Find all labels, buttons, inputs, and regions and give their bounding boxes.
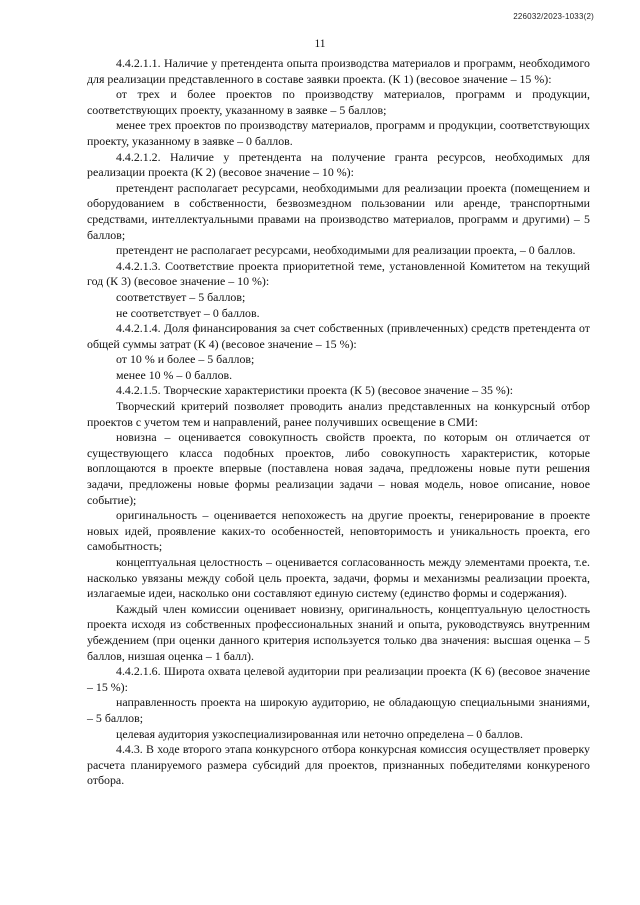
list-item: направленность проекта на широкую аудиторию, не обладающую специальными знаниями, – 5 баллов; — [87, 695, 590, 725]
clause-4-4-2-1-5: 4.4.2.1.5. Творческие характеристики проекта (К 5) (весовое значение – 35 %): — [116, 383, 514, 398]
list-item: новизна – оценивается совокупность свойств проекта, по которым он отличается от существующего класса подобных проектов, либо совокупность характеристик, которые воплощаются в проекте впервые (поставлена новая задача, предложены новые пути решения задачи, предложены новые формы реализации задачи – новая модель, новое описание, новое событие); — [87, 430, 590, 507]
list-item: менее 10 % – 0 баллов. — [116, 367, 233, 382]
list-item: не соответствует – 0 баллов. — [116, 305, 260, 320]
list-item: претендент не располагает ресурсами, необходимыми для реализации проекта, – 0 баллов. — [116, 243, 576, 258]
document-id: 226032/2023-1033(2) — [513, 12, 594, 21]
clause-4-4-2-1-3: 4.4.2.1.3. Соответствие проекта приоритетной теме, установленной Комитетом на текущий год (К 3) (весовое значение – 10 %): — [87, 258, 590, 289]
list-item: от 10 % и более – 5 баллов; — [116, 352, 255, 367]
clause-4-4-2-1-2: 4.4.2.1.2. Наличие у претендента на получение гранта ресурсов, необходимых для реализации проекта (К 2) (весовое значение – 10 %): — [87, 149, 590, 180]
list-item: менее трех проектов по производству материалов, программ и продукции, соответствующих проекту, указанному в заявке – 0 баллов. — [87, 118, 590, 148]
list-item: претендент располагает ресурсами, необходимыми для реализации проекта (помещением и оборудованием в собственности, безвозмездном пользовании или аренде, транспортными средствами, интеллектуальными правами на производство материалов, программ и другими) – 5 баллов; — [87, 180, 590, 242]
page-number: 11 — [314, 38, 326, 50]
clause-4-4-3: 4.4.3. В ходе второго этапа конкурсного отбора конкурсная комиссия осуществляет проверку расчета планируемого размера субсидий для проектов, признанных победителями конкуреного отбора. — [87, 742, 590, 788]
list-item: оригинальность – оценивается непохожесть на другие проекты, генерирование в проекте новых идей, проявление каких-то особенностей, неповторимость и уникальность проекта, его самобытность; — [87, 508, 590, 554]
list-item: от трех и более проектов по производству материалов, программ и продукции, соответствующих проекту, указанному в заявке – 5 баллов; — [87, 87, 590, 117]
paragraph: Творческий критерий позволяет проводить анализ представленных на конкурсный отбор проектов с учетом тем и направлений, ранее получивших освещение в СМИ: — [87, 399, 590, 429]
list-item: соответствует – 5 баллов; — [116, 289, 246, 304]
document-body — [87, 56, 590, 789]
list-item: целевая аудитория узкоспециализированная или неточно определена – 0 баллов. — [116, 726, 523, 741]
clause-4-4-2-1-6: 4.4.2.1.6. Широта охвата целевой аудитории при реализации проекта (К 6) (весовое значение – 15 %): — [87, 664, 590, 694]
clause-4-4-2-1-1: 4.4.2.1.1. Наличие у претендента опыта производства материалов и программ, необходимого для реализации представленного в составе заявки проекта. (К 1) (весовое значение – 15 %): — [87, 56, 590, 86]
list-item: концептуальная целостность – оценивается согласованность между элементами проекта, т.е. насколько увязаны между собой цель проекта, задачи, формы и механизмы реализации проекта, излагаемые идеи, насколько они составляют единую систему (единство формы и содержания). — [87, 555, 590, 601]
clause-4-4-2-1-4: 4.4.2.1.4. Доля финансирования за счет собственных (привлеченных) средств претендента от общей суммы затрат (К 4) (весовое значение – 15 %): — [87, 321, 590, 351]
paragraph: Каждый член комиссии оценивает новизну, оригинальность, концептуальную целостность проекта исходя из собственных профессиональных знаний и опыта, руководствуясь внутренним убеждением (при оценки данного критерия используется только два значения: высшая оценка – 5 баллов, низшая оценка – 1 балл). — [87, 601, 590, 663]
